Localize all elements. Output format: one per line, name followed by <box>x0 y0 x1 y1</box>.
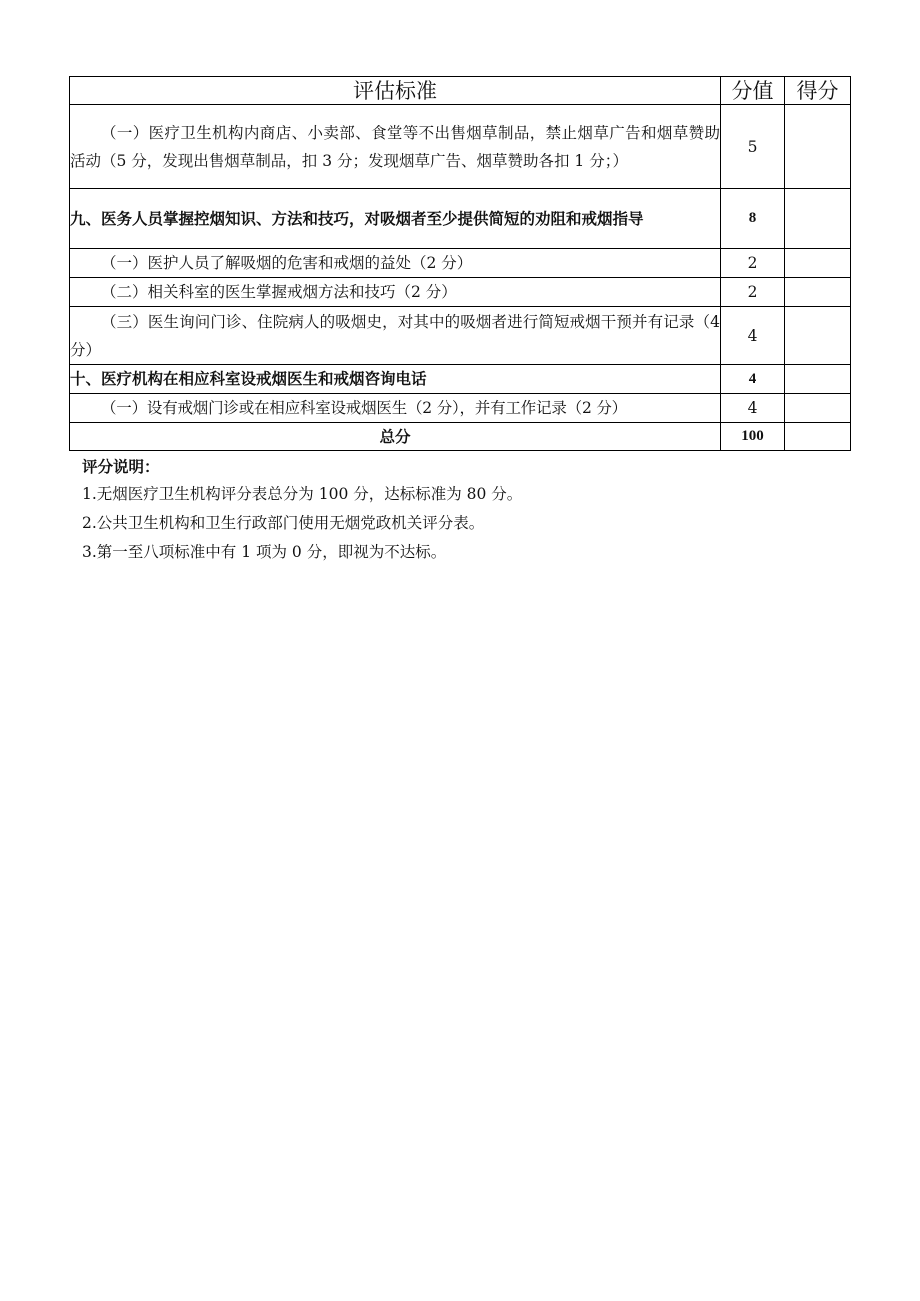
score-cell <box>785 105 851 189</box>
criteria-cell: （二）相关科室的医生掌握戒烟方法和技巧（2 分） <box>70 278 721 307</box>
criteria-cell: （三）医生询问门诊、住院病人的吸烟史，对其中的吸烟者进行简短戒烟干预并有记录（4 分） <box>70 307 721 365</box>
score-cell <box>785 394 851 423</box>
score-cell <box>785 189 851 249</box>
score-cell <box>785 365 851 394</box>
table-header-row <box>70 77 851 105</box>
header-score: 得分 <box>785 77 851 105</box>
section-points-cell: 4 <box>721 365 785 394</box>
section-criteria-cell: 十、医疗机构在相应科室设戒烟医生和戒烟咨询电话 <box>70 365 721 394</box>
total-points: 100 <box>721 423 785 451</box>
table-row-section <box>70 189 851 249</box>
header-criteria: 评估标准 <box>70 77 721 105</box>
table-row <box>70 105 851 189</box>
points-cell: 5 <box>721 105 785 189</box>
note-item: 2.公共卫生机构和卫生行政部门使用无烟党政机关评分表。 <box>82 514 485 532</box>
criteria-cell: （一）医疗卫生机构内商店、小卖部、食堂等不出售烟草制品，禁止烟草广告和烟草赞助活动（5 分，发现出售烟草制品，扣 3 分；发现烟草广告、烟草赞助各扣 1 分；） <box>70 105 721 189</box>
total-label: 总分 <box>70 423 721 451</box>
score-cell <box>785 307 851 365</box>
notes-title: 评分说明： <box>82 458 160 476</box>
criteria-cell: （一）设有戒烟门诊或在相应科室设戒烟医生（2 分），并有工作记录（2 分） <box>70 394 721 423</box>
header-points: 分值 <box>721 77 785 105</box>
criteria-cell: （一）医护人员了解吸烟的危害和戒烟的益处（2 分） <box>70 249 721 278</box>
scoring-notes <box>82 454 842 567</box>
score-cell <box>785 278 851 307</box>
table-total-row <box>70 423 851 451</box>
table-row <box>70 278 851 307</box>
table-row <box>70 394 851 423</box>
points-cell: 2 <box>721 249 785 278</box>
section-points-cell: 8 <box>721 189 785 249</box>
table-row <box>70 249 851 278</box>
section-criteria-cell: 九、医务人员掌握控烟知识、方法和技巧，对吸烟者至少提供简短的劝阻和戒烟指导 <box>70 189 721 249</box>
points-cell: 2 <box>721 278 785 307</box>
note-item: 3.第一至八项标准中有 1 项为 0 分，即视为不达标。 <box>82 543 447 561</box>
points-cell: 4 <box>721 394 785 423</box>
total-score-cell <box>785 423 851 451</box>
note-item: 1.无烟医疗卫生机构评分表总分为 100 分，达标标准为 80 分。 <box>82 485 523 503</box>
score-cell <box>785 249 851 278</box>
table-row-section <box>70 365 851 394</box>
points-cell: 4 <box>721 307 785 365</box>
scoring-table <box>69 76 851 451</box>
table-row <box>70 307 851 365</box>
